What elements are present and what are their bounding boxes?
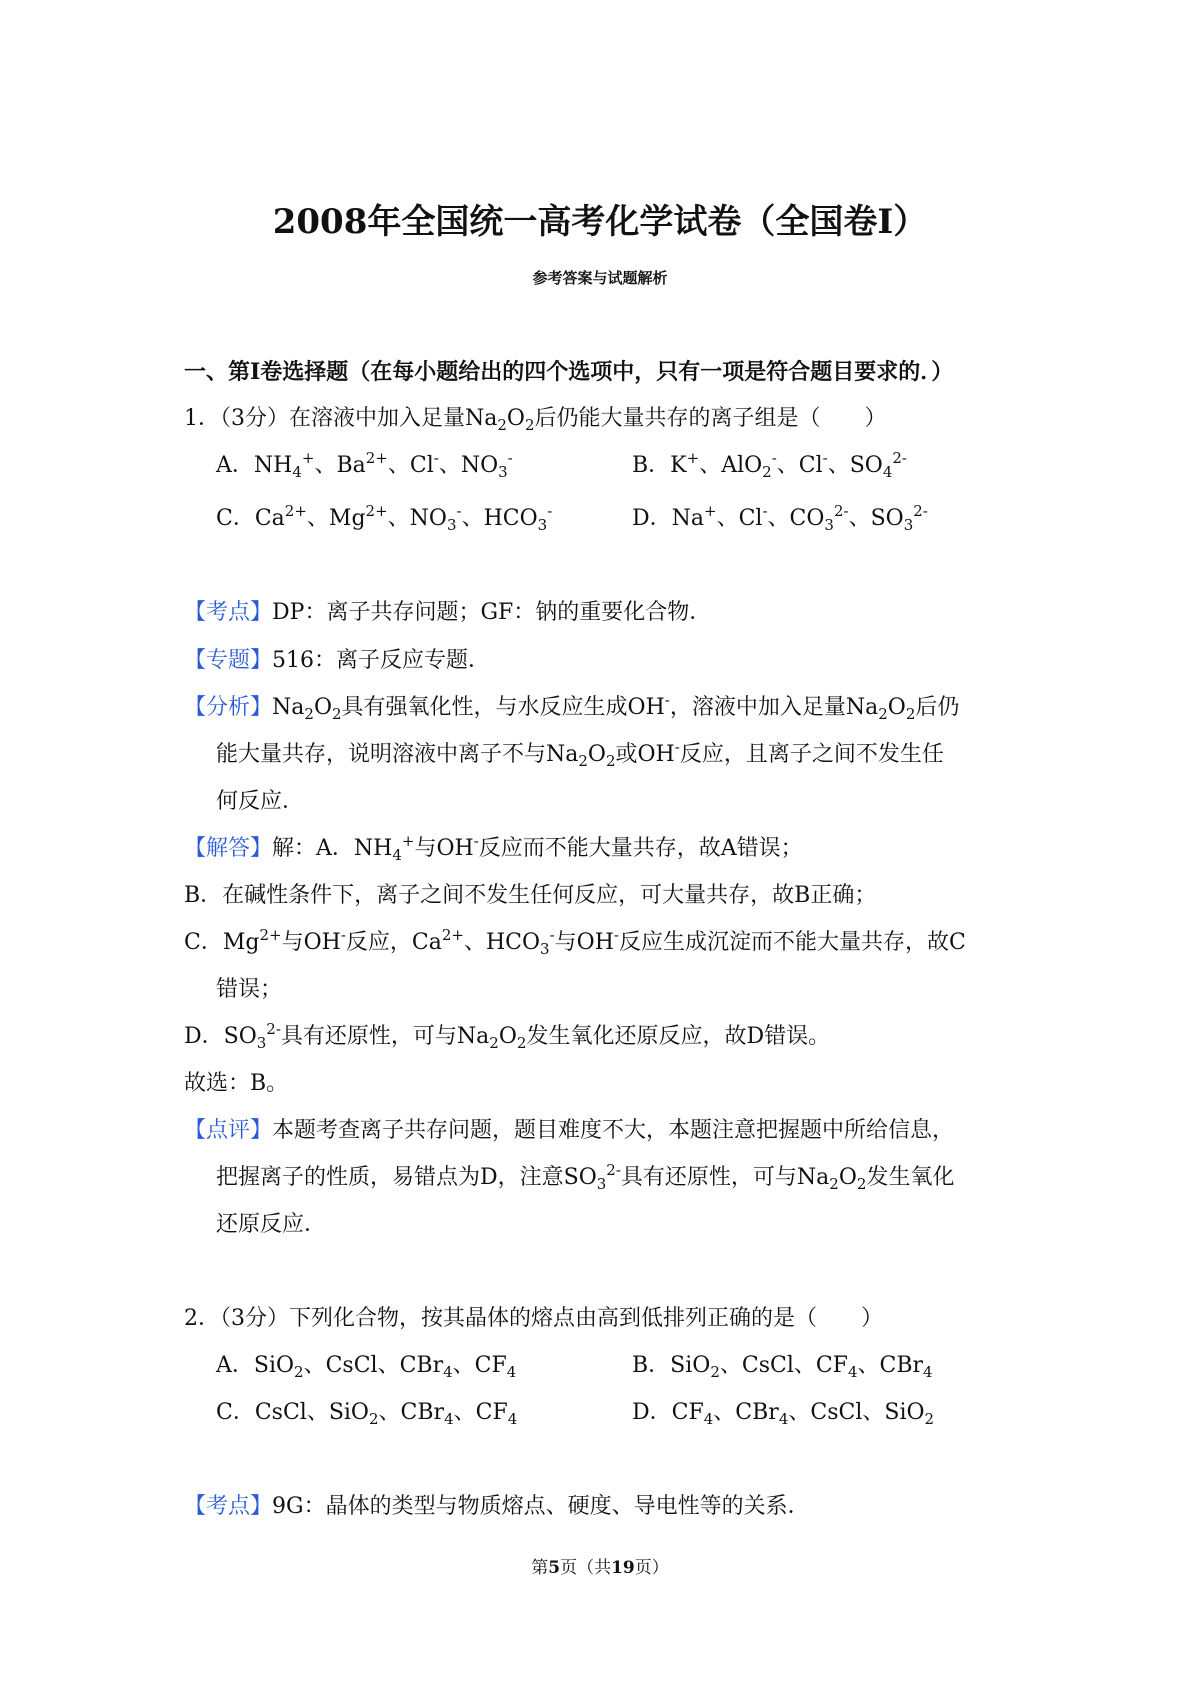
q1-option-b: B．K+、AlO$_2$-、Cl-、$SO_4^{2-}$ — [632, 449, 908, 481]
q2-option-a: A．SiO$_2$、CsCl、CBr$_4$、$CF_4$ — [216, 1353, 517, 1381]
q2-stem: 2．（3分）下列化合物，按其晶体的熔点由高到低排列正确的是（ ） — [184, 1306, 883, 1331]
dianping-tag: 【点评】 — [184, 1118, 273, 1143]
q1-fenxi-line3: 何反应． — [216, 789, 305, 814]
q1-stem: 1．（3分）在溶液中加入足量$Na_2O_2$后仍能大量共存的离子组是（ ） — [184, 406, 887, 434]
q2-option-d: D．$CF_4$、CBr$_4$、CsCl、SiO$_2$ — [632, 1400, 935, 1428]
q2-option-c: C．CsCl、SiO$_2$、CBr$_4$、$CF_4$ — [216, 1400, 518, 1428]
section-heading: 一、第Ⅰ卷选择题（在每小题给出的四个选项中，只有一项是符合题目要求的．） — [184, 359, 954, 385]
q1-dianping-line1: 【点评】本题考查离子共存问题，题目难度不大，本题注意把握题中所给信息， — [184, 1118, 955, 1143]
q1-fenxi-line2: 能大量共存，说明溶液中离子不与$Na_2O_2$或OH-反应，且离子之间不发生任 — [216, 738, 944, 770]
kaodian-tag: 【考点】 — [184, 600, 273, 625]
q1-dianping-line2: 把握离子的性质，易错点为D，注意$SO_3^{2-}$具有还原性，可与$Na_2O_2$发生氧化 — [216, 1161, 955, 1193]
jieda-tag: 【解答】 — [184, 836, 273, 861]
fenxi-tag: 【分析】 — [184, 695, 273, 720]
page-subtitle: 参考答案与试题解析 — [532, 269, 668, 287]
q1-jieda-line1: 【解答】解：A．$NH_4^+$与OH-反应而不能大量共存，故A错误； — [184, 832, 803, 864]
q1-jieda-line2: B．在碱性条件下，离子之间不发生任何反应，可大量共存，故B正确； — [184, 883, 877, 908]
q1-fenxi-line1: 【分析】$Na_2O_2$具有强氧化性，与水反应生成OH-，溶液中加入足量$Na_2O_2$后仍 — [184, 691, 960, 723]
q1-jieda-line3: C．$Mg^{2+}$与OH-反应，$Ca^{2+}$、$HCO_3^-$与OH-反应生成沉淀而不能大量共存，故C — [184, 926, 966, 958]
kaodian-tag: 【考点】 — [184, 1494, 273, 1519]
page-title: 2008年全国统一高考化学试卷（全国卷Ⅰ） — [272, 202, 928, 242]
q2-kaodian: 【考点】9G：晶体的类型与物质熔点、硬度、导电性等的关系． — [184, 1494, 810, 1519]
q1-option-a: A．$NH_4^+$、$Ba^{2+}$、Cl-、$NO_3^-$ — [216, 449, 513, 481]
q1-kaodian: 【考点】DP：离子共存问题；GF：钠的重要化合物． — [184, 600, 712, 625]
q1-jieda-line5: D．$SO_3^{2-}$具有还原性，可与$Na_2O_2$发生氧化还原反应，故D错误。 — [184, 1020, 831, 1052]
q1-option-c: C．$Ca^{2+}$、$Mg^{2+}$、$NO_3^-$、$HCO_3^-$ — [216, 502, 553, 534]
q1-jieda-answer: 故选：B。 — [184, 1071, 289, 1096]
zhuanti-tag: 【专题】 — [184, 648, 273, 673]
q1-zhuanti: 【专题】516：离子反应专题． — [184, 648, 491, 673]
q1-option-d: D．Na+、Cl-、$CO_3^{2-}$、$SO_3^{2-}$ — [632, 502, 928, 534]
page-footer: 第5页（共19页） — [531, 1558, 669, 1578]
total-pages: 19 — [611, 1558, 635, 1578]
q1-jieda-line4: 错误； — [216, 977, 283, 1002]
page-number: 5 — [548, 1558, 561, 1578]
q2-option-b: B．SiO$_2$、CsCl、$CF_4$、CBr$_4$ — [632, 1353, 933, 1381]
q1-dianping-line3: 还原反应． — [216, 1212, 327, 1237]
